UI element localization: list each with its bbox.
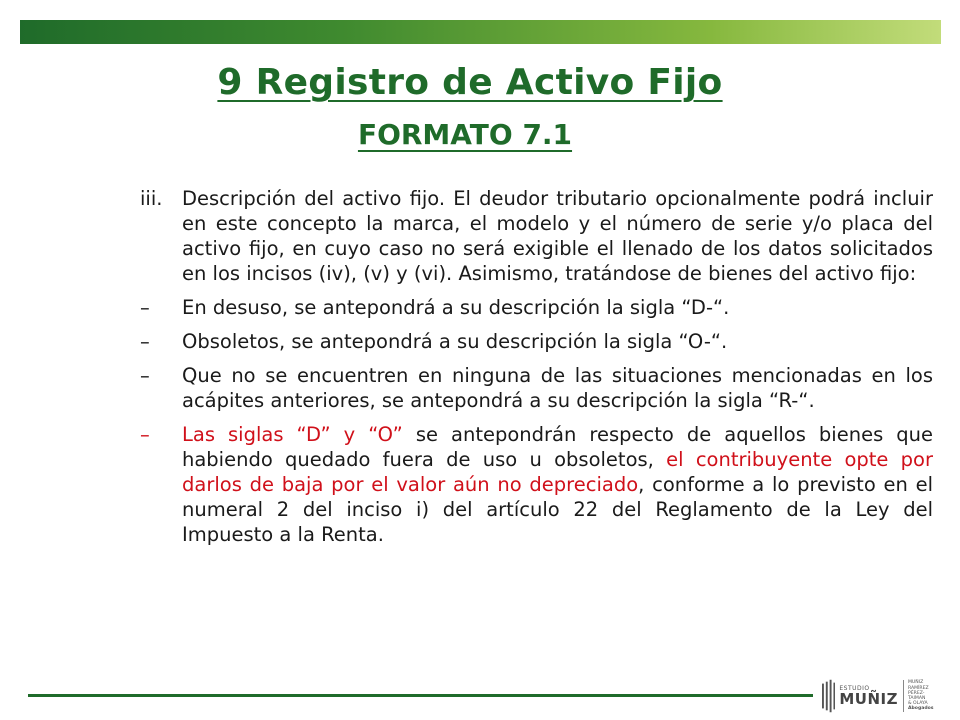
highlight-text: Las siglas “D” y “O” (182, 423, 403, 446)
logo-partner: PÉREZ-TAIMAN (907, 690, 926, 701)
logo-partner: RAMÍREZ (907, 685, 929, 691)
slide-subtitle: FORMATO 7.1 (357, 118, 573, 151)
logo-partner: MUÑIZ (907, 680, 924, 686)
list-marker: – (140, 296, 150, 319)
slide-title: 9 Registro de Activo Fijo (217, 62, 723, 103)
list-text: Obsoletos, se antepondrá a su descripción la sigla “O-“. (182, 330, 728, 353)
logo-partner: Abogados (907, 706, 934, 712)
list-text (182, 422, 933, 547)
list-item (140, 422, 933, 547)
list-text: En desuso, se antepondrá a su descripción la sigla “D-“. (182, 296, 730, 319)
list-text: Descripción del activo fijo. El deudor tributario opcionalmente podrá incluir en este concepto la marca, el modelo y el número de serie y/o placa del activo fijo, en cuyo caso no será exigible el llenado de los datos solicitados en los incisos (iv), (v) y (vi). Asimismo, tratándose de bienes del activo fijo: (182, 187, 933, 285)
list-text: Que no se encuentren en ninguna de las situaciones mencionadas en los acápites anteriores, se antepondrá a su descripción la sigla “R-“. (182, 364, 933, 412)
logo-partner: & OLAYA (907, 701, 928, 707)
logo-separator (903, 680, 904, 712)
list-item (140, 295, 933, 320)
footer-divider (28, 694, 813, 697)
header-gradient-bar (20, 20, 941, 44)
list-marker: – (140, 423, 150, 446)
body-text: se antepondrán respecto de aquellos bienes que habiendo quedado fuera de uso u obsoletos, (182, 423, 933, 471)
firm-logo (822, 676, 940, 716)
list-item (140, 363, 933, 413)
logo-emblem-icon (822, 679, 835, 713)
logo-studio-text: ESTUDIO (839, 684, 870, 692)
highlight-text: el contribuyente opte por darlos de baja por el valor aún no depreciado (182, 448, 934, 496)
list-marker: – (140, 330, 150, 353)
list-item (140, 329, 933, 354)
list-marker: – (140, 364, 150, 387)
list-marker: iii. (140, 187, 163, 210)
body-text: , conforme a lo previsto en el numeral 2 del inciso i) del artículo 22 del Reglamento de la Ley del Impuesto a la Renta. (182, 473, 934, 546)
slide-body (140, 186, 933, 556)
logo-wordmark (839, 686, 898, 707)
logo-name-text: MUÑIZ (839, 689, 898, 708)
list-item (140, 186, 933, 286)
logo-partners (908, 680, 940, 711)
